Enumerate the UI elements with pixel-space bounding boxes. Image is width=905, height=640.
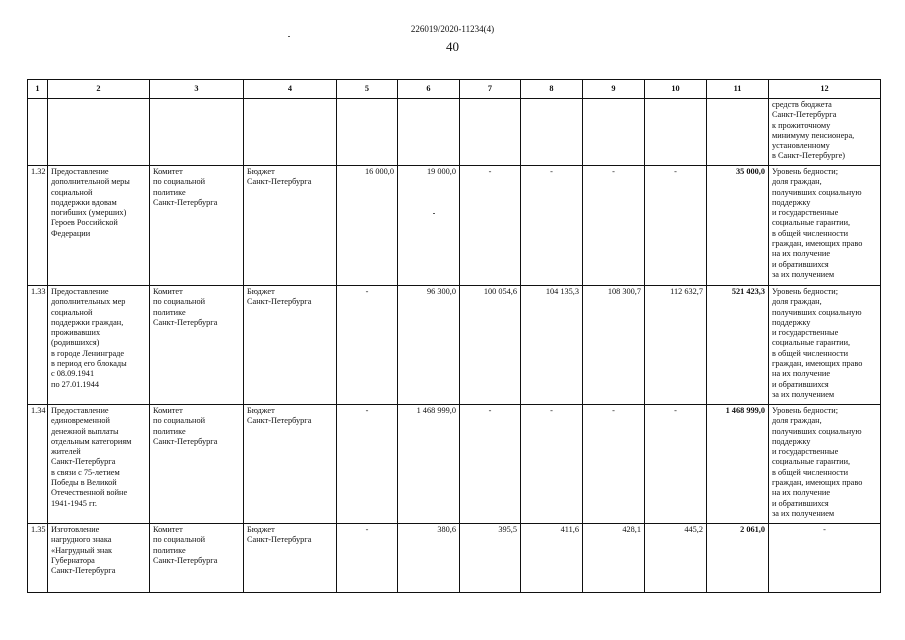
- text-line: в городе Ленинграде: [51, 348, 125, 358]
- text-line: политике: [153, 307, 186, 317]
- text-line: Санкт-Петербурга: [153, 555, 218, 565]
- text-line: и государственные: [772, 328, 839, 338]
- scan-speck: [288, 36, 290, 37]
- text-line: по 27.01.1944: [51, 379, 99, 389]
- text-line: получивших социальную: [772, 187, 862, 197]
- text-line: на их получение: [772, 369, 831, 379]
- executor-cell: [150, 405, 244, 524]
- text-line: социальные гарантии,: [772, 218, 851, 228]
- text-line: поддержку: [772, 436, 811, 446]
- text-line: поддержку: [772, 197, 811, 207]
- text-line: на их получение: [772, 488, 831, 498]
- text-line: Изготовление: [51, 525, 100, 534]
- text-line: нагрудного знака: [51, 535, 112, 545]
- text-line: и государственные: [772, 447, 839, 457]
- text-line: за их получением: [772, 269, 835, 279]
- text-line: Санкт-Петербурга: [247, 535, 312, 545]
- text-line: Санкт-Петербурга: [51, 457, 116, 467]
- text-line: социальной: [51, 307, 93, 317]
- text-line: Комитет: [153, 406, 183, 415]
- text-line: Комитет: [153, 525, 183, 534]
- text-line: поддержки граждан,: [51, 317, 124, 327]
- column-header: 9: [583, 80, 645, 99]
- text-line: минимуму пенсионера,: [772, 130, 855, 140]
- text-line: Комитет: [153, 167, 183, 176]
- empty-cell: [244, 99, 337, 166]
- column-number-row: [28, 80, 881, 99]
- text-line: 1941-1945 гг.: [51, 498, 97, 508]
- text-line: политике: [153, 426, 186, 436]
- total-cell: 2 061,0: [707, 524, 769, 593]
- empty-cell: [707, 99, 769, 166]
- amount-cell: -: [583, 166, 645, 286]
- text-line: и обратившихся: [772, 379, 829, 389]
- text-line: Отечественной войне: [51, 488, 128, 498]
- text-line: Героев Российской: [51, 218, 118, 228]
- text-line: Санкт-Петербурга: [247, 177, 312, 187]
- column-header: 6: [398, 80, 460, 99]
- text-line: дополнительных мер: [51, 297, 126, 307]
- text-line: Предоставление: [51, 287, 109, 296]
- text-line: Санкт-Петербурга: [153, 436, 218, 446]
- total-cell: 521 423,3: [707, 286, 769, 405]
- row-number: 1.35: [28, 524, 48, 593]
- text-line: единовременной: [51, 416, 110, 426]
- text-line: Уровень бедности;: [772, 406, 839, 415]
- table-row: [28, 524, 881, 593]
- measure-name-cell: [48, 524, 150, 593]
- amount-cell: -: [337, 286, 398, 405]
- text-line: получивших социальную: [772, 426, 862, 436]
- text-line: поддержку: [772, 317, 811, 327]
- text-line: граждан, имеющих право: [772, 239, 863, 249]
- text-line: Уровень бедности;: [772, 287, 839, 296]
- amount-cell: 428,1: [583, 524, 645, 593]
- empty-cell: [460, 99, 521, 166]
- text-line: Санкт-Петербурга: [153, 197, 218, 207]
- text-line: отдельным категориям: [51, 436, 132, 446]
- measure-name-cell: [48, 166, 150, 286]
- amount-cell: 96 300,0: [398, 286, 460, 405]
- funding-source-cell: [244, 405, 337, 524]
- text-line: в Санкт-Петербурге): [772, 151, 846, 161]
- empty-cell: [150, 99, 244, 166]
- text-line: «Нагрудный знак: [51, 545, 113, 555]
- text-line: по социальной: [153, 416, 206, 426]
- text-line: по социальной: [153, 177, 206, 187]
- text-line: поддержки вдовам: [51, 197, 117, 207]
- text-line: социальной: [51, 187, 93, 197]
- text-line: в общей численности: [772, 348, 849, 358]
- text-line: установленному: [772, 141, 830, 151]
- total-cell: 1 468 999,0: [707, 405, 769, 524]
- empty-cell: [521, 99, 583, 166]
- executor-cell: [150, 166, 244, 286]
- text-line: в период его блокады: [51, 359, 127, 369]
- column-header: 5: [337, 80, 398, 99]
- text-line: средств бюджета: [772, 100, 832, 109]
- amount-cell: -: [645, 405, 707, 524]
- amount-cell: 104 135,3: [521, 286, 583, 405]
- text-line: к прожиточному: [772, 120, 831, 130]
- text-line: Предоставление: [51, 406, 109, 415]
- text-line: -: [823, 525, 826, 534]
- text-line: Бюджет: [247, 406, 275, 415]
- continuation-row: [28, 99, 881, 166]
- text-line: Санкт-Петербурга: [247, 297, 312, 307]
- text-line: Бюджет: [247, 525, 275, 534]
- text-line: за их получением: [772, 508, 835, 518]
- text-line: Уровень бедности;: [772, 167, 839, 176]
- text-line: в общей численности: [772, 467, 849, 477]
- page-number: 40: [446, 39, 459, 54]
- column-header: 2: [48, 80, 150, 99]
- text-line: Комитет: [153, 287, 183, 296]
- amount-cell: -: [337, 524, 398, 593]
- amount-cell: -: [521, 405, 583, 524]
- amount-cell: -: [337, 405, 398, 524]
- column-header: 1: [28, 80, 48, 99]
- text-line: граждан, имеющих право: [772, 478, 863, 488]
- empty-cell: [583, 99, 645, 166]
- column-header: 3: [150, 80, 244, 99]
- text-line: с 08.09.1941: [51, 369, 95, 379]
- text-line: Санкт-Петербурга: [772, 110, 837, 120]
- text-line: граждан, имеющих право: [772, 359, 863, 369]
- text-line: Предоставление: [51, 167, 109, 176]
- text-line: по социальной: [153, 535, 206, 545]
- text-line: Бюджет: [247, 167, 275, 176]
- empty-cell: [645, 99, 707, 166]
- amount-cell: 112 632,7: [645, 286, 707, 405]
- text-line: доля граждан,: [772, 297, 822, 307]
- indicator-cell: [769, 524, 881, 593]
- text-line: доля граждан,: [772, 177, 822, 187]
- text-line: дополнительной меры: [51, 177, 130, 187]
- amount-cell: -: [583, 405, 645, 524]
- table-row: [28, 166, 881, 286]
- column-header: 11: [707, 80, 769, 99]
- column-header: 4: [244, 80, 337, 99]
- text-line: в общей численности: [772, 228, 849, 238]
- empty-cell: [48, 99, 150, 166]
- indicator-cell: [769, 286, 881, 405]
- text-line: (родившихся): [51, 338, 100, 348]
- text-line: Губернатора: [51, 555, 95, 565]
- empty-cell: [398, 99, 460, 166]
- text-line: Санкт-Петербурга: [51, 566, 116, 576]
- measure-name-cell: [48, 286, 150, 405]
- indicator-cell: [769, 99, 881, 166]
- text-line: и государственные: [772, 208, 839, 218]
- funding-source-cell: [244, 286, 337, 405]
- column-header: 10: [645, 80, 707, 99]
- text-line: политике: [153, 187, 186, 197]
- document-registration-number: 226019/2020-11234(4): [410, 24, 495, 34]
- amount-cell: 445,2: [645, 524, 707, 593]
- column-header: 8: [521, 80, 583, 99]
- indicator-cell: [769, 405, 881, 524]
- text-line: Санкт-Петербурга: [247, 416, 312, 426]
- text-line: Бюджет: [247, 287, 275, 296]
- text-line: жителей: [51, 447, 81, 457]
- column-header: 12: [769, 80, 881, 99]
- text-line: за их получением: [772, 389, 835, 399]
- empty-cell: [337, 99, 398, 166]
- row-number: 1.33: [28, 286, 48, 405]
- table-row: [28, 286, 881, 405]
- amount-cell: -: [521, 166, 583, 286]
- text-line: социальные гарантии,: [772, 338, 851, 348]
- text-line: проживавших: [51, 328, 101, 338]
- program-measures-table: [27, 79, 881, 593]
- executor-cell: [150, 524, 244, 593]
- table-row: [28, 405, 881, 524]
- text-line: и обратившихся: [772, 259, 829, 269]
- empty-cell: [28, 99, 48, 166]
- total-cell: 35 000,0: [707, 166, 769, 286]
- text-line: получивших социальную: [772, 307, 862, 317]
- amount-cell: 1 468 999,0: [398, 405, 460, 524]
- row-number: 1.32: [28, 166, 48, 286]
- amount-cell: 16 000,0: [337, 166, 398, 286]
- amount-cell: 100 054,6: [460, 286, 521, 405]
- text-line: денежной выплаты: [51, 426, 119, 436]
- text-line: и обратившихся: [772, 498, 829, 508]
- text-line: политике: [153, 545, 186, 555]
- funding-source-cell: [244, 524, 337, 593]
- text-line: социальные гарантии,: [772, 457, 851, 467]
- amount-cell: 395,5: [460, 524, 521, 593]
- text-line: Санкт-Петербурга: [153, 317, 218, 327]
- funding-source-cell: [244, 166, 337, 286]
- text-line: погибших (умерших): [51, 208, 127, 218]
- amount-cell: 108 300,7: [583, 286, 645, 405]
- measure-name-cell: [48, 405, 150, 524]
- text-line: Федерации: [51, 228, 91, 238]
- text-line: в связи с 75-летием: [51, 467, 120, 477]
- text-line: Победы в Великой: [51, 478, 117, 488]
- text-line: по социальной: [153, 297, 206, 307]
- amount-cell: -: [460, 405, 521, 524]
- amount-cell: -: [460, 166, 521, 286]
- text-line: доля граждан,: [772, 416, 822, 426]
- amount-cell: 19 000,0: [398, 166, 460, 286]
- row-number: 1.34: [28, 405, 48, 524]
- column-header: 7: [460, 80, 521, 99]
- indicator-cell: [769, 166, 881, 286]
- text-line: на их получение: [772, 249, 831, 259]
- amount-cell: -: [645, 166, 707, 286]
- amount-cell: 411,6: [521, 524, 583, 593]
- executor-cell: [150, 286, 244, 405]
- amount-cell: 380,6: [398, 524, 460, 593]
